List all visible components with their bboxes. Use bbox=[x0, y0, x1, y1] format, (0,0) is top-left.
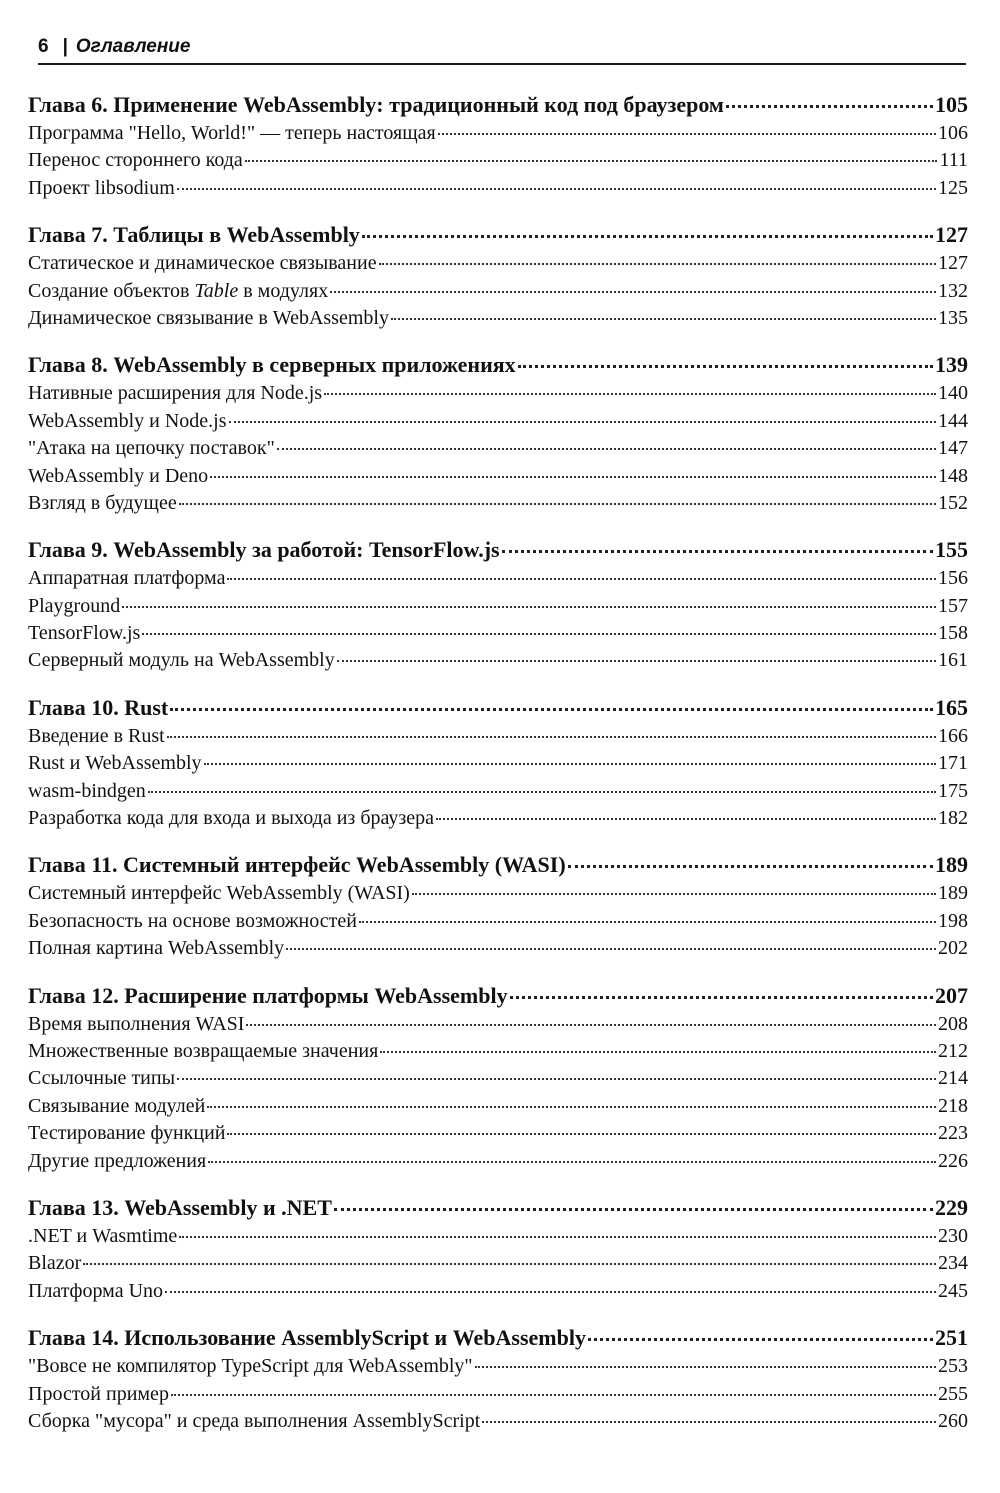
section-entry-page: 148 bbox=[938, 464, 968, 487]
section-entry-page: 208 bbox=[938, 1012, 968, 1035]
chapter-block bbox=[28, 535, 968, 675]
section-entry-page: 111 bbox=[939, 149, 968, 172]
section-entry[interactable] bbox=[28, 1065, 968, 1092]
section-entry-page: 144 bbox=[938, 409, 968, 432]
section-entry-page: 166 bbox=[938, 724, 968, 747]
dot-leader bbox=[380, 1051, 936, 1053]
section-entry[interactable] bbox=[28, 278, 968, 305]
section-entry-page: 156 bbox=[938, 567, 968, 590]
section-entry-label: Серверный модуль на WebAssembly bbox=[28, 649, 335, 672]
page-number: 6 bbox=[38, 36, 49, 57]
section-entry[interactable] bbox=[28, 1381, 968, 1408]
chapter-heading-page: 229 bbox=[935, 1194, 968, 1220]
section-entry-label: Тестирование функций bbox=[28, 1122, 226, 1145]
italic-term: Table bbox=[194, 279, 239, 302]
table-of-contents bbox=[28, 90, 968, 1453]
section-entry[interactable] bbox=[28, 647, 968, 674]
section-entry[interactable] bbox=[28, 1011, 968, 1038]
chapter-heading[interactable] bbox=[28, 850, 968, 880]
dot-leader bbox=[412, 893, 936, 895]
section-entry-page: 182 bbox=[938, 807, 968, 830]
section-entry-page: 189 bbox=[938, 882, 968, 905]
dot-leader bbox=[229, 421, 936, 423]
chapter-heading-label: Глава 9. WebAssembly за работой: TensorFlow.js bbox=[28, 537, 500, 563]
section-entry[interactable] bbox=[28, 175, 968, 202]
chapter-heading-label: Глава 12. Расширение платформы WebAssembly bbox=[28, 982, 508, 1008]
section-entry[interactable] bbox=[28, 723, 968, 750]
dot-leader bbox=[475, 1366, 936, 1368]
chapter-heading[interactable] bbox=[28, 90, 968, 120]
section-entry-label: Множественные возвращаемые значения bbox=[28, 1039, 379, 1062]
dot-leader bbox=[337, 660, 936, 662]
section-entry[interactable] bbox=[28, 1038, 968, 1065]
chapter-heading-page: 251 bbox=[935, 1325, 968, 1351]
section-entry[interactable] bbox=[28, 1093, 968, 1120]
section-entry-page: 161 bbox=[938, 649, 968, 672]
section-entry-page: 230 bbox=[938, 1224, 968, 1247]
dot-leader bbox=[438, 133, 936, 135]
section-entry-page: 218 bbox=[938, 1094, 968, 1117]
section-entry-label: Playground bbox=[28, 594, 121, 617]
dot-leader bbox=[518, 365, 933, 368]
section-entry-label: Простой пример bbox=[28, 1382, 169, 1405]
running-head bbox=[38, 36, 966, 65]
chapter-block bbox=[28, 1323, 968, 1435]
chapter-heading[interactable] bbox=[28, 220, 968, 250]
section-entry-label: Полная картина WebAssembly bbox=[28, 937, 285, 960]
section-entry-label: "Атака на цепочку поставок" bbox=[28, 437, 275, 460]
dot-leader bbox=[359, 921, 936, 923]
chapter-block bbox=[28, 1193, 968, 1305]
section-entry[interactable] bbox=[28, 805, 968, 832]
section-entry-page: 125 bbox=[938, 176, 968, 199]
chapter-heading-page: 189 bbox=[935, 852, 968, 878]
section-entry-label: Статическое и динамическое связывание bbox=[28, 252, 377, 275]
section-entry-page: 212 bbox=[938, 1039, 968, 1062]
chapter-heading-page: 207 bbox=[935, 982, 968, 1008]
dot-leader bbox=[362, 235, 933, 238]
chapter-block bbox=[28, 220, 968, 332]
section-entry[interactable] bbox=[28, 1278, 968, 1305]
section-entry[interactable] bbox=[28, 1148, 968, 1175]
section-entry-label: TensorFlow.js bbox=[28, 622, 141, 645]
dot-leader bbox=[207, 1106, 936, 1108]
dot-leader bbox=[177, 1078, 936, 1080]
dot-leader bbox=[726, 105, 933, 108]
section-entry-page: 253 bbox=[938, 1355, 968, 1378]
dot-leader bbox=[179, 1236, 936, 1238]
section-entry[interactable] bbox=[28, 408, 968, 435]
section-entry-page: 127 bbox=[938, 252, 968, 275]
dot-leader bbox=[171, 1394, 936, 1396]
section-entry-label: Перенос стороннего кода bbox=[28, 149, 243, 172]
dot-leader bbox=[482, 1421, 936, 1423]
dot-leader bbox=[179, 503, 936, 505]
section-entry-page: 234 bbox=[938, 1252, 968, 1275]
dot-leader bbox=[436, 818, 936, 820]
dot-leader bbox=[227, 578, 936, 580]
section-entry-page: 106 bbox=[938, 122, 968, 144]
section-entry[interactable] bbox=[28, 935, 968, 962]
chapter-heading-page: 155 bbox=[935, 537, 968, 563]
section-entry-label: WebAssembly и Deno bbox=[28, 464, 209, 487]
dot-leader bbox=[277, 448, 936, 450]
section-entry[interactable] bbox=[28, 380, 968, 407]
section-entry-page: 171 bbox=[938, 752, 968, 775]
chapter-heading-label: Глава 11. Системный интерфейс WebAssembly (WASI) bbox=[28, 852, 566, 878]
chapter-block bbox=[28, 350, 968, 517]
section-entry[interactable] bbox=[28, 435, 968, 462]
chapter-heading-label: Глава 10. Rust bbox=[28, 694, 169, 720]
section-entry[interactable] bbox=[28, 620, 968, 647]
chapter-heading[interactable] bbox=[28, 350, 968, 380]
chapter-block bbox=[28, 90, 968, 202]
header-separator: | bbox=[62, 36, 68, 57]
dot-leader bbox=[227, 1133, 936, 1135]
chapter-heading-label: Глава 13. WebAssembly и .NET bbox=[28, 1194, 332, 1220]
dot-leader bbox=[510, 996, 933, 999]
section-entry-label: Проект libsodium bbox=[28, 176, 175, 199]
chapter-heading[interactable] bbox=[28, 1193, 968, 1223]
section-entry-page: 260 bbox=[938, 1409, 968, 1432]
section-entry-page: 152 bbox=[938, 491, 968, 514]
section-entry-label: Введение в Rust bbox=[28, 724, 165, 747]
chapter-heading-page: 139 bbox=[935, 352, 968, 378]
section-entry-page: 147 bbox=[938, 437, 968, 460]
section-entry-page: 157 bbox=[938, 594, 968, 617]
section-entry[interactable] bbox=[28, 1223, 968, 1250]
section-entry-page: 255 bbox=[938, 1382, 968, 1405]
section-entry-label: WebAssembly и Node.js bbox=[28, 409, 227, 432]
section-entry-page: 140 bbox=[938, 382, 968, 405]
chapter-heading-label: Глава 7. Таблицы в WebAssembly bbox=[28, 222, 360, 248]
section-entry-label: wasm-bindgen bbox=[28, 779, 146, 802]
section-entry-page: 245 bbox=[938, 1279, 968, 1302]
dot-leader bbox=[334, 1208, 933, 1211]
section-entry-label: .NET и Wasmtime bbox=[28, 1224, 178, 1247]
chapter-heading[interactable] bbox=[28, 1323, 968, 1353]
section-entry-page: 202 bbox=[938, 937, 968, 960]
dot-leader bbox=[391, 318, 936, 320]
section-entry-label: Связывание модулей bbox=[28, 1094, 206, 1117]
section-entry-page: 223 bbox=[938, 1122, 968, 1145]
dot-leader bbox=[588, 1338, 933, 1341]
dot-leader bbox=[324, 393, 936, 395]
section-entry-label: Системный интерфейс WebAssembly (WASI) bbox=[28, 882, 410, 905]
chapter-heading-label: Глава 8. WebAssembly в серверных приложениях bbox=[28, 352, 516, 378]
chapter-heading[interactable] bbox=[28, 693, 968, 723]
section-entry-page: 158 bbox=[938, 622, 968, 645]
dot-leader bbox=[568, 865, 933, 868]
section-entry[interactable] bbox=[28, 463, 968, 490]
chapter-block bbox=[28, 850, 968, 962]
section-entry-label: Динамическое связывание в WebAssembly bbox=[28, 306, 389, 329]
section-entry[interactable] bbox=[28, 750, 968, 777]
section-entry-page: 175 bbox=[938, 779, 968, 802]
dot-leader bbox=[177, 188, 936, 190]
section-entry-label: Время выполнения WASI bbox=[28, 1012, 245, 1035]
section-entry[interactable] bbox=[28, 490, 968, 517]
section-entry-label: Создание объектов Table в модулях bbox=[28, 279, 329, 302]
dot-leader bbox=[502, 550, 933, 553]
dot-leader bbox=[246, 1024, 936, 1026]
section-entry[interactable] bbox=[28, 305, 968, 332]
section-entry[interactable] bbox=[28, 880, 968, 907]
dot-leader bbox=[286, 948, 936, 950]
section-entry[interactable] bbox=[28, 908, 968, 935]
section-entry-label: Аппаратная платформа bbox=[28, 567, 226, 590]
section-entry[interactable] bbox=[28, 250, 968, 277]
dot-leader bbox=[210, 476, 936, 478]
chapter-heading-page: 127 bbox=[935, 222, 968, 248]
section-entry[interactable] bbox=[28, 120, 968, 147]
dot-leader bbox=[122, 606, 936, 608]
dot-leader bbox=[204, 763, 936, 765]
chapter-heading[interactable] bbox=[28, 981, 968, 1011]
section-entry[interactable] bbox=[28, 593, 968, 620]
section-entry-label: Rust и WebAssembly bbox=[28, 752, 202, 775]
chapter-block bbox=[28, 981, 968, 1175]
dot-leader bbox=[330, 291, 936, 293]
section-entry-page: 226 bbox=[938, 1149, 968, 1172]
dot-leader bbox=[379, 263, 936, 265]
dot-leader bbox=[142, 633, 936, 635]
dot-leader bbox=[245, 160, 938, 162]
section-entry-label: "Вовсе не компилятор TypeScript для WebAssembly" bbox=[28, 1355, 473, 1378]
running-title: Оглавление bbox=[75, 36, 191, 57]
section-entry-page: 132 bbox=[938, 279, 968, 302]
section-entry[interactable] bbox=[28, 1250, 968, 1277]
chapter-heading-page: 165 bbox=[935, 694, 968, 720]
section-entry-label: Разработка кода для входа и выхода из браузера bbox=[28, 807, 435, 830]
section-entry-label: Blazor bbox=[28, 1252, 82, 1275]
section-entry-label: Сборка "мусора" и среда выполнения AssemblyScript bbox=[28, 1409, 481, 1432]
section-entry-page: 135 bbox=[938, 306, 968, 329]
section-entry[interactable] bbox=[28, 1120, 968, 1147]
section-entry-label: Ссылочные типы bbox=[28, 1067, 176, 1090]
dot-leader bbox=[170, 708, 933, 711]
section-entry[interactable] bbox=[28, 778, 968, 805]
chapter-block bbox=[28, 693, 968, 833]
section-entry[interactable] bbox=[28, 147, 968, 174]
section-entry-label: Программа "Hello, World!" — теперь настоящая bbox=[28, 122, 436, 144]
section-entry[interactable] bbox=[28, 1408, 968, 1435]
section-entry-label: Нативные расширения для Node.js bbox=[28, 382, 323, 405]
chapter-heading-label: Глава 14. Использование AssemblyScript и WebAssembly bbox=[28, 1325, 586, 1351]
dot-leader bbox=[165, 1291, 936, 1293]
dot-leader bbox=[148, 791, 936, 793]
section-entry[interactable] bbox=[28, 565, 968, 592]
section-entry-page: 198 bbox=[938, 909, 968, 932]
dot-leader bbox=[167, 736, 936, 738]
section-entry-label: Безопасность на основе возможностей bbox=[28, 909, 357, 932]
section-entry-label: Другие предложения bbox=[28, 1149, 207, 1172]
dot-leader bbox=[208, 1161, 936, 1163]
section-entry-label: Платформа Uno bbox=[28, 1279, 164, 1302]
chapter-heading-page: 105 bbox=[935, 92, 968, 117]
chapter-heading-label: Глава 6. Применение WebAssembly: традиционный код под браузером bbox=[28, 92, 724, 117]
section-entry-label: Взгляд в будущее bbox=[28, 491, 177, 514]
section-entry-page: 214 bbox=[938, 1067, 968, 1090]
dot-leader bbox=[83, 1263, 936, 1265]
chapter-heading[interactable] bbox=[28, 535, 968, 565]
section-entry[interactable] bbox=[28, 1353, 968, 1380]
